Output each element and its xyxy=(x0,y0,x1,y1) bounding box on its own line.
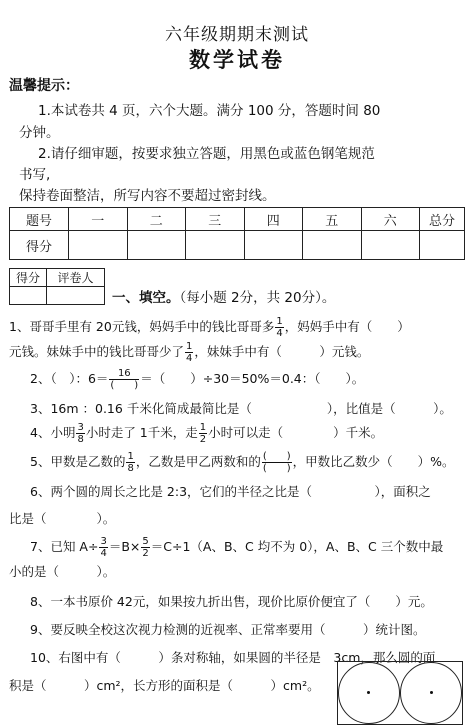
left-circle-center xyxy=(367,691,370,694)
fraction-denominator: 4 xyxy=(100,548,107,559)
fraction xyxy=(275,316,283,339)
tip-line-3: 保持卷面整洁，所写内容不要超过密封线。 xyxy=(19,188,276,204)
fraction xyxy=(99,536,107,559)
question-text: ＝（ ）÷30＝50%＝0.4：（ ）。 xyxy=(140,371,365,386)
score-header-cell: 三 xyxy=(186,208,245,231)
fraction xyxy=(76,422,84,445)
question-text: ，甲数比乙数少（ ）%。 xyxy=(292,454,455,469)
score-header-cell: 五 xyxy=(303,208,362,231)
question-text: ，妹妹手中有（ ）元钱。 xyxy=(194,344,370,359)
question-text: 小时可以走（ ）千米。 xyxy=(208,425,384,440)
fraction-numerator: 1 xyxy=(127,451,134,462)
question-3: 3、16m ：0.16 千米化简成最简比是（ ），比值是（ ）。 xyxy=(30,401,452,416)
score-header-cell: 一 xyxy=(69,208,128,231)
fraction xyxy=(262,451,292,474)
score-header-cell: 四 xyxy=(244,208,303,231)
score-header-row xyxy=(10,208,465,231)
score-input-cell[interactable] xyxy=(69,231,128,260)
question-text: 元钱。妹妹手中的钱比哥哥少了 xyxy=(9,344,185,359)
question-6-line-1: 6、两个圆的周长之比是 2:3，它们的半径之比是（ ），面积之 xyxy=(30,484,431,499)
score-header-cell: 二 xyxy=(127,208,186,231)
question-text: 2、（ ）：6＝ xyxy=(30,371,109,386)
fraction-numerator: 3 xyxy=(100,536,107,547)
question-1-line-2 xyxy=(9,341,369,364)
question-text: ，妈妈手中有（ ） xyxy=(284,319,410,334)
tip-line-2: 2.请仔细审题，按要求独立答题，用黑色或蓝色钢笔规范 xyxy=(38,146,375,162)
question-text: 1、哥哥手里有 20元钱，妈妈手中的钱比哥哥多 xyxy=(9,319,275,334)
score-input-cell[interactable] xyxy=(244,231,303,260)
fraction-numerator: 5 xyxy=(142,536,149,547)
score-input-cell[interactable] xyxy=(303,231,362,260)
question-text: 4、小明 xyxy=(30,425,76,440)
question-10-line-1: 10、右图中有（ ）条对称轴，如果圆的半径是 3cm，那么圆的面 xyxy=(30,650,436,665)
question-9: 9、要反映全校这次视力检测的近视率、正常率要用（ ）统计图。 xyxy=(30,622,426,637)
question-text: ＝C÷1（A、B、C 均不为 0），A、B、C 三个数中最 xyxy=(150,539,444,554)
fraction-denominator: 8 xyxy=(127,463,134,474)
section-note: （每小题 2分，共 20分）。 xyxy=(179,290,336,306)
score-table xyxy=(9,207,465,260)
fraction-numerator: ( ) xyxy=(262,451,291,462)
question-6-line-2: 比是（ ）。 xyxy=(9,511,116,526)
exam-title: 六年级期期末测试 xyxy=(165,25,309,45)
question-7-line-1 xyxy=(30,536,443,559)
fraction-numerator: 1 xyxy=(186,341,193,352)
score-header-cell: 总分 xyxy=(420,208,465,231)
fraction-numerator: 3 xyxy=(77,422,84,433)
fraction-denominator: 4 xyxy=(276,328,283,339)
fraction-numerator: 1 xyxy=(276,316,283,327)
question-7-line-2: 小的是（ ）。 xyxy=(9,564,116,579)
score-input-cell[interactable] xyxy=(420,231,465,260)
question-text: ，乙数是甲乙两数和的 xyxy=(135,454,261,469)
fraction-numerator: 1 xyxy=(199,422,207,433)
fraction xyxy=(199,422,207,445)
tip-line-1: 1.本试卷共 4 页，六个大题。满分 100 分，答题时间 80 xyxy=(38,103,381,119)
score-input-cell[interactable] xyxy=(127,231,186,260)
fraction-numerator: 16 xyxy=(109,368,139,380)
question-text: 小时走了 1千米，走 xyxy=(85,425,198,440)
grader-score-cell[interactable] xyxy=(10,287,47,305)
question-text: ＝B× xyxy=(108,539,141,554)
score-input-cell[interactable] xyxy=(186,231,245,260)
question-4 xyxy=(30,422,383,445)
fraction xyxy=(109,368,139,391)
question-2 xyxy=(30,368,364,391)
question-10-line-2: 积是（ ）cm²，长方形的面积是（ ）cm²。 xyxy=(9,678,320,693)
fraction xyxy=(141,536,149,559)
grader-table xyxy=(9,268,105,305)
question-1-line-1 xyxy=(9,316,410,339)
section-heading xyxy=(112,286,335,306)
question-text: 7、已知 A÷ xyxy=(30,539,99,554)
right-circle-center xyxy=(430,691,433,694)
score-header-cell: 六 xyxy=(361,208,420,231)
exam-subtitle: 数学试卷 xyxy=(189,48,285,72)
tip-line-2-cont: 书写, xyxy=(19,167,51,183)
fraction-denominator: 4 xyxy=(186,353,193,364)
fraction xyxy=(185,341,193,364)
rectangle-two-circles-figure xyxy=(337,661,463,725)
grader-score-label: 得分 xyxy=(10,269,47,287)
fraction-denominator: ( ) xyxy=(110,380,139,391)
question-8: 8、一本书原价 42元，如果按九折出售，现价比原价便宜了（ ）元。 xyxy=(30,594,433,609)
question-text: 5、甲数是乙数的 xyxy=(30,454,126,469)
section-title: 一、填空。 xyxy=(112,290,180,306)
grader-name-label: 评卷人 xyxy=(47,269,105,287)
tips-heading: 温馨提示： xyxy=(9,78,79,94)
score-input-cell[interactable] xyxy=(361,231,420,260)
grader-name-cell[interactable] xyxy=(47,287,105,305)
fraction-denominator: 8 xyxy=(77,434,84,445)
fraction xyxy=(126,451,134,474)
tip-line-1-cont: 分钟。 xyxy=(19,125,60,141)
score-header-cell: 题号 xyxy=(10,208,69,231)
fraction-denominator: ( ) xyxy=(262,463,291,474)
fraction-denominator: 2 xyxy=(199,434,207,445)
score-row xyxy=(10,231,465,260)
fraction-denominator: 2 xyxy=(142,548,149,559)
score-row-label: 得分 xyxy=(10,231,69,260)
question-5 xyxy=(30,451,455,474)
